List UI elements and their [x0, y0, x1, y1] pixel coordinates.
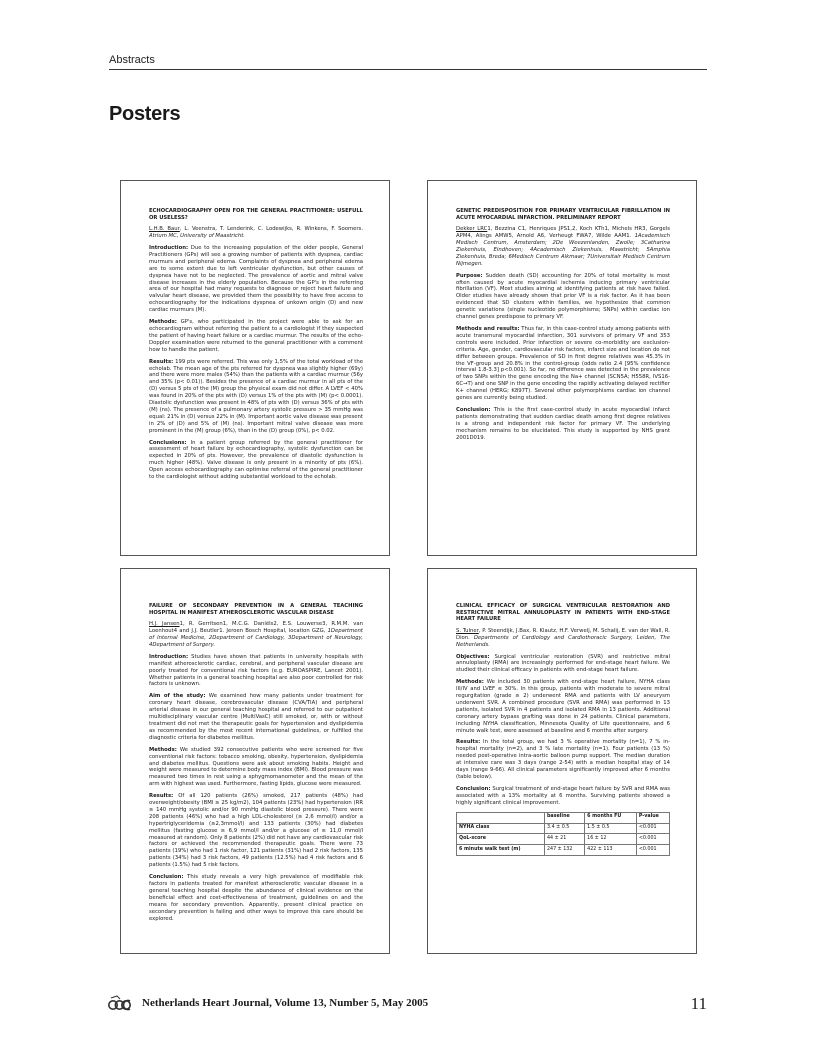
- table-cell: NYHA class: [457, 823, 545, 834]
- abstract-paragraph: Results: In the total group, we had 3 % operative mortality (n=1), 7 % in-hospital mortality (n=2), and 3 % late mortality (n=1). Four patients (13 %) needed post-operative intra-aortic balloon pump support. The median duration at intensive care was 3 days (range 2-54) with a median hospital stay of 14 days (range 9-66). All clinical parameters significantly improved after 6 months (table below).: [456, 739, 670, 780]
- journal-logo-icon: [108, 994, 136, 1016]
- abstract-paragraph: Results: Of all 120 patients (26%) smoked, 217 patients (48%) had overweight/obesity (BMI ≥ 25 kg/m2), 104 patients (23%) had hypertension (RR ≥ 140 mmHg systolic and/or 90 mmHg diastolic blood pressure). There were 208 patients (46%) who had a high LDL-cholesterol (≥ 2,6 mmol/l) and/or a hypertriglyceridemia (≥2,3mmol/l) and 133 patients (30%) had diabetes mellitus (fasting glucose ≥ 6,9 mmol/l and/or a glucose of ≥ 11,0 mmol/l measured at random). Only 8 patients (2%) did not have any cardiovascular risk factors or achieved the recommended therapeutic goals. There were 73 patients (19%) who had 1 risk factor, 121 patients (31%) had 2 risk factors, 135 patients (34%) had 3 risk factors, 49 patients (12.5%) had 4 risk factors and 6 patients (1.5%) had 5 risk factors.: [149, 793, 363, 869]
- table-row: [457, 834, 670, 845]
- abstract-body: [456, 208, 670, 446]
- abstract-paragraph: Introduction: Studies have shown that patients in university hospitals with manifest atherosclerotic cardiac, cerebral, and peripheral vascular disease are poorly treated for conventional risk factors (e.g. EUROASPIRE, Lancet 2001). Whether patients in a general teaching hospital are also poor controlled for risk factors is unknown.: [149, 653, 363, 688]
- table-row: [457, 845, 670, 856]
- header-rule: [109, 69, 707, 70]
- table-cell: 3.4 ± 0.5: [545, 823, 585, 834]
- abstract-title: CLINICAL EFFICACY OF SURGICAL VENTRICULAR RESTORATION AND RESTRICTIVE MITRAL ANNULOPLASTY IN PATIENTS WITH END-STAGE HEART FAILURE: [456, 603, 670, 623]
- abstract-paragraph: Results: 199 pts were referred. This was only 1,5% of the total workload of the echolab. The mean age of the pts referred for dyspnea was slightly higher (69y) and there were more males (54%) than the patients with a cardiac murmur (56y and 35% (p< 0.01)). Besides the presence of a cardiac murmur in all pts of the (D) versus 5 pts of the (M) group the physical exam did not differ. A LVEF < 40% was found in 20% of the pts with (D) versus 1% of the pts with (M) (p< 0.0001). Diastolic dysfunction was present in 48% of pts with (D) versus 36% of pts with (M) (ns). The presence of a pulmonary artery systolic pressure > 35 mmHg was equal: 21% in (D) versus 22% in (M). Important aortic valve disease was present in 2% of (D) and 5% of (M) (ns). Important mitral valve disease was more prominent in the (M) group (6%), than in the (D) group (0%), p< 0.02.: [149, 358, 363, 434]
- table-cell: <0.001: [636, 823, 669, 834]
- abstract-paragraph: Conclusion: This is the first case-control study in acute myocardial infarct patients demonstrating that sudden cardiac death among first degree relatives is a strong and independent risk factor for primary VF. The underlying mechanism remains to be elucidated. This study is supported by NHS grant 2001D019.: [456, 406, 670, 441]
- table-cell: 422 ± 113: [585, 845, 637, 856]
- abstract-body: [149, 603, 363, 927]
- table-cell: 247 ± 132: [545, 845, 585, 856]
- abstract-title: FAILURE OF SECONDARY PREVENTION IN A GENERAL TEACHING HOSPITAL IN MANIFEST ATHEROSCLEROTIC VASCULAR DISEASE: [149, 603, 363, 616]
- abstract-body: [456, 603, 670, 856]
- table-cell: 44 ± 21: [545, 834, 585, 845]
- abstract-paragraph: Methods and results: Thus far, in this case-control study among patients with acute transmural myocardial infarction, 301 survivors of primary VF and 353 controls were included. Prior infarction or severe co-morbidity are exclusion-criteria. Age, gender, cardiovascular risk factors, infarct size and location do not differ between groups. Prevalence of SD in first degree relatives was 45.3% in the VF-group and 20.8% in the control-group (odds ratio 2.4 [95% confidence interval 1.8-3.3] p<0.001). So far, no difference was detected in the prevalence of two SNPs within the gene encoding the Na+ channel (SCN5A; H558R, IVS16-6C→T) and one SNP in the gene encoding the rapidly activating delayed rectifier K+ channel (HERG; K897T). Several other polymorphisms cardiac ion channel genes are currently being studied.: [456, 325, 671, 402]
- abstract-box: [427, 568, 697, 954]
- abstract-paragraph: Methods: We included 30 patients with end-stage heart failure, NYHA class III/IV and LVEF ≤ 30%. In this group, patients with moderate to severe mitral regurgitation (grade ≥ 2) underwent RMA and patients with LV aneurysm underwent SVR. A combined procedure (SVR and RMA) was performed in 13 patients, isolated SVR in 4 patients and isolated RMA in 13 patients. Additional coronary artery bypass grafting was done in 24 patients. Clinical parameters, including NYHA classification, Minnesota Quality of Life questionnaire, and 6 minute walk test, were assessed at baseline and 6 months after surgery.: [456, 679, 670, 734]
- abstract-title: ECHOCARDIOGRAPHY OPEN FOR THE GENERAL PRACTITIONER: USEFULL OR USELESS?: [149, 208, 363, 221]
- page-heading: Posters: [109, 103, 181, 125]
- abstract-box: [120, 568, 390, 954]
- journal-citation: Netherlands Heart Journal, Volume 13, Number 5, May 2005: [142, 997, 429, 1009]
- abstract-authors: Dekker LRC1, Bezzina C1, Henriques JPS1,2, Koch KTh1, Michels HR3, Gorgels APM4, Alings AMW5, Arnold A6, Verheugt FWA7, Wilde AAM1. 1Academisch Medisch Centrum, Amsterdam; 2De Weezenlanden, Zwolle; 3Catharina Ziekenhuis, Eindhoven; 4Academisch Ziekenhuis, Maastricht; 5Amphia Ziekenhuis, Breda; 6Medisch Centrum Alkmaar; 7Universitair Medisch Centrum Nijmegen.: [456, 226, 670, 267]
- table-cell: 6 minute walk test (m): [457, 845, 545, 856]
- abstract-title: GENETIC PREDISPOSITION FOR PRIMARY VENTRICULAR FIBRILLATION IN ACUTE MYOCARDIAL INFARCTION. PRELIMINARY REPORT: [456, 208, 670, 221]
- abstract-paragraph: Methods: GP's, who participated in the project were able to ask for an echocardiogram without referring the patient to a cardiologist if they suspected the patient of having heart failure or a cardiac murmur. The results of the echo-Doppler examination were returned to the general practitioner with a comment how to handle the patient.: [149, 319, 363, 353]
- page-footer: [108, 994, 707, 1024]
- table-header: 6 months FU: [585, 812, 637, 823]
- abstract-authors: L.H.B. Baur, L. Veenstra, T. Lenderink, C. Lodewijks, R. Winkens, F. Soomers. Atrium MC, University of Maastricht.: [149, 226, 364, 240]
- table-header: P-value: [636, 812, 669, 823]
- abstract-authors: H.J. Jansen1, R. Gerritsen1, M.C.G. Daniëls2, E.S. Louwerse3, R.M.M. van Loenhout4 and J.J. Beutler1. Jeroen Bosch Hospital, location GZG, 1Department of Internal Medicine, 2Department of Cardiology, 3Department of Neurology, 4Department of Surgery.: [149, 621, 364, 648]
- table-cell: 16 ± 12: [585, 834, 637, 845]
- section-label: Abstracts: [109, 54, 155, 66]
- abstract-paragraph: Objectives: Surgical ventricular restoration (SVR) and restrictive mitral annuloplasty (RMA) are increasingly performed for end-stage heart failure. We studied their clinical efficacy in patients with end-stage heart failure.: [456, 653, 670, 674]
- abstract-paragraph: Conclusion: Surgical treatment of end-stage heart failure by SVR and RMA was associated with a 13% mortality at 6 months. Surviving patients showed a highly significant clinical improvement.: [456, 785, 670, 806]
- abstract-box: [427, 180, 697, 556]
- table-cell: QoL-score: [457, 834, 545, 845]
- abstract-paragraph: Methods: We studied 392 consecutive patients who were screened for five conventional risk factors: tobacco smoking, obesity, hypertension, dyslipidemia and diabetes mellitus. Questions were ask about smoking habits. Height and weight were measured to determine body mass index (BMI). Blood pressure was measured two times in rest using a sphygmomanometer and the mean of the arm with highest was used. Furthermore, fasting lipids, glucose were measured.: [149, 746, 363, 788]
- abstract-paragraph: Aim of the study: We examined how many patients under treatment for coronary heart disease, cerebrovascular disease (CVA/TIA) and peripheral arterial disease in our general teaching hospital and referred to our outpatient multidisciplinary vascular centre (MultiVasC) still smoked, or, with or without treatment did not met the therapeutic goals for hypertension and dyslipidemia as recommended by the most recent international guidelines, or fulfilled the diagnostic criteria for diabetes mellitus.: [149, 693, 363, 741]
- abstract-paragraph: Conclusion: This study reveals a very high prevalence of modifiable risk factors in patients treated for manifest atherosclerotic vascular disease in a general teaching hospital despite the abundance of clinical evidence on the beneficial effect and cost-effectiveness of treatment, guidelines on and the means for secondary prevention. Apparently, present clinical practice on secondary prevention is failing and other ways to improve this care should be explored.: [149, 874, 363, 922]
- table-cell: 1.5 ± 0.5: [585, 823, 637, 834]
- table-header-row: [457, 812, 670, 823]
- page-number: 11: [690, 994, 707, 1013]
- abstract-authors: S. Tulner, P. Steendijk, J.Bax, R. Klautz, H.F. Verwelj, M. Schalij, E. van der Wall, R. Dion. Departments of Cardiology and Cardiothoracic Surgery, Leiden, The Netherlands.: [456, 627, 670, 648]
- table-cell: <0.001: [636, 845, 669, 856]
- table-header: [457, 812, 545, 823]
- abstract-paragraph: Conclusions: In a patient group referred by the general practitioner for assessment of heart failure by echocardiography, systolic dysfunction can be expected in 20% of pts. However, the prevalence of diastolic dysfunction is much higher (48%). Valve disease is only present in a minority of pts (6%). Open access echocardiography can optimise referral of the general practitioner to the cardiologist without adding substantial workload to the echolab.: [149, 439, 363, 481]
- abstract-paragraph: Introduction: Due to the increasing population of the older people, General Practitioners (GPs) will see a growing number of patients with dyspnea, cardiac murmurs and peripheral edema. Complaints of dyspnea and peripheral edema are to some extent due to left ventricular dysfunction, but other causes of dyspnea have not to be neglected. The prevalence of aortic and mitral valve disease increases in the elderly population. Because the GP's in the referring area of our hospital had many requests to diagnose or reject heart failure and valvular heart disease, we provided them the possibility to have free access to echocardiography for the indications dyspnea of unkown origin (D) and new cardiac murmurs (M).: [149, 245, 363, 314]
- table-cell: <0.001: [636, 834, 669, 845]
- table-header: baseline: [545, 812, 585, 823]
- abstract-body: [149, 208, 363, 486]
- table-row: [457, 823, 670, 834]
- results-table: [456, 812, 670, 857]
- abstract-box: [120, 180, 390, 556]
- abstract-paragraph: Purpose: Sudden death (SD) accounting for 20% of total mortality is most often caused by acute myocardial ischemia inducing primary ventricular fibrillation (VF). Most studies aiming at identifying patients at risk have failed. Older studies have already shown that prior VF is a risk factor. As it has been evidenced that SD clusters within families, we hypothesize that common genetic variations (single nucleotide polymorphisms; SNPs) within cardiac ion channel genes predispose to primary VF.: [456, 272, 670, 321]
